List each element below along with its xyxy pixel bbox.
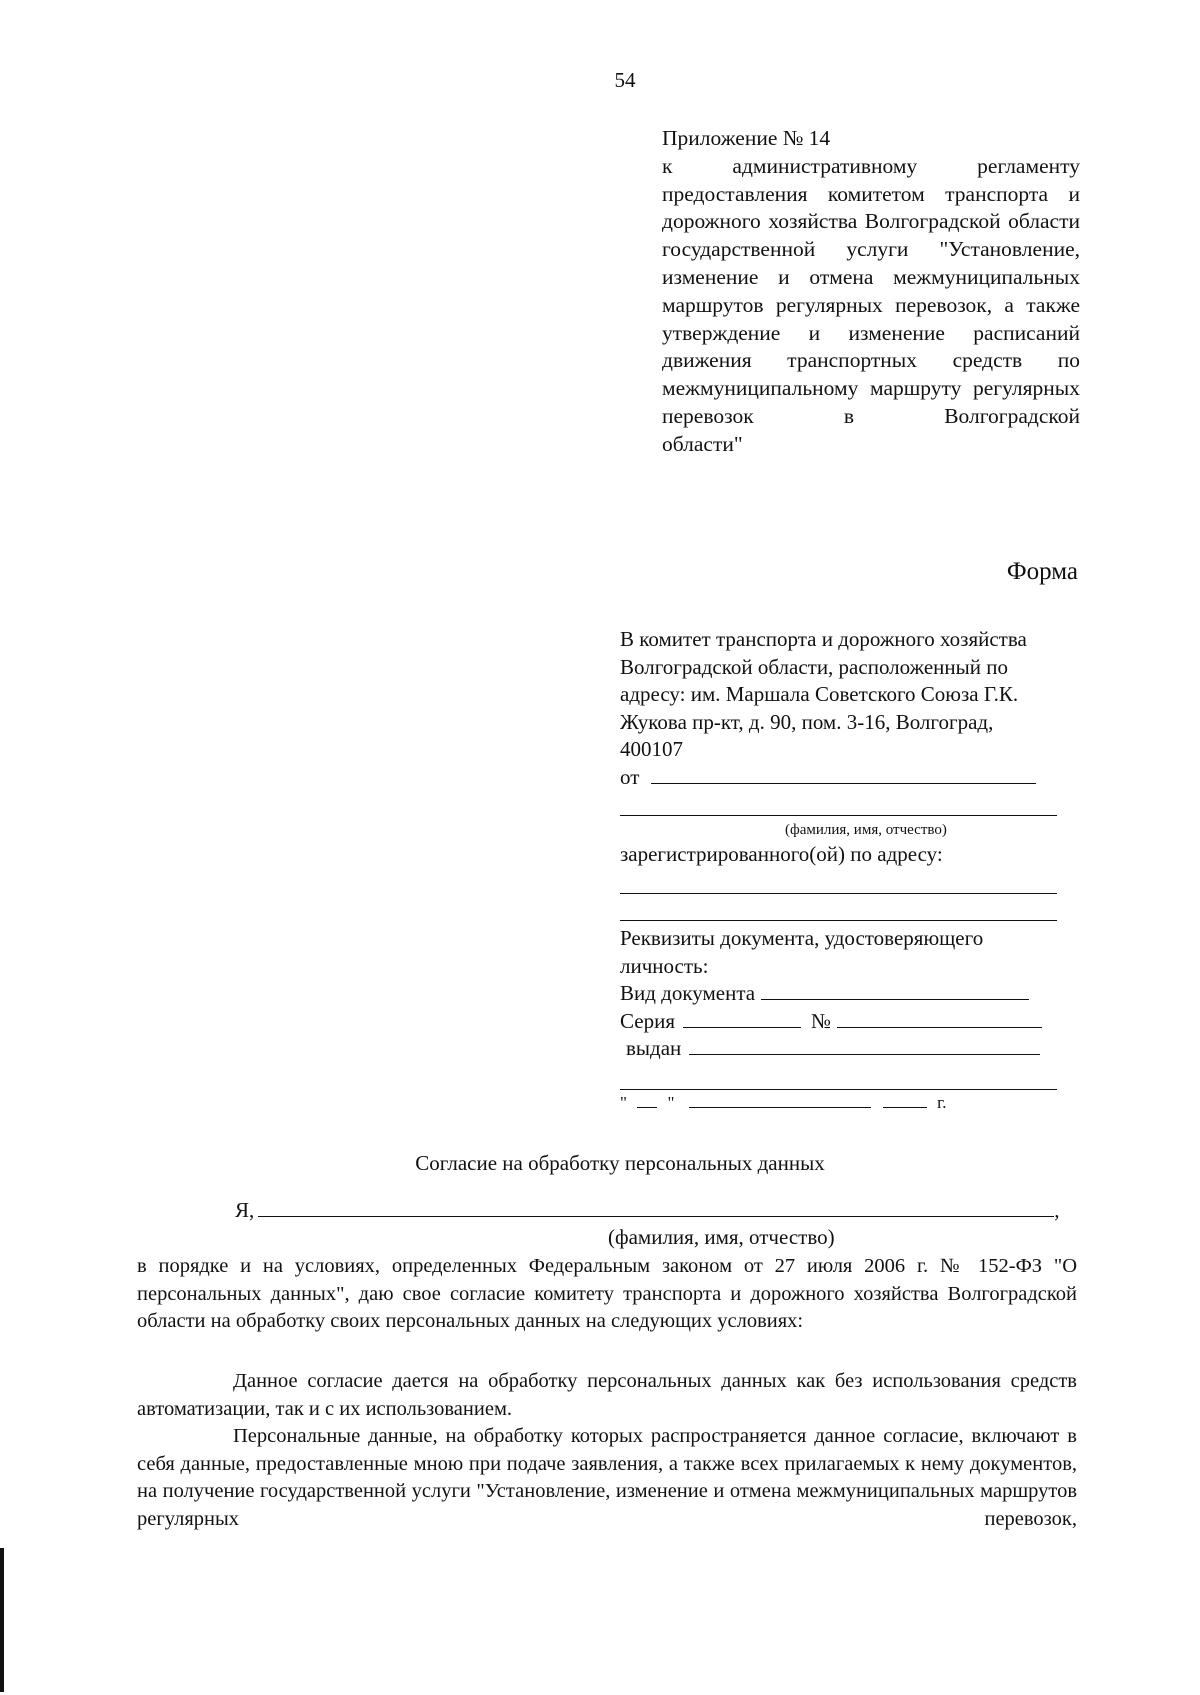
issued-label: выдан <box>626 1036 682 1061</box>
consent-paragraph-3 <box>137 1423 1077 1534</box>
address-field-line-1[interactable] <box>620 893 1057 894</box>
page-number: 54 <box>614 68 636 92</box>
year-suffix: г. <box>937 1093 947 1112</box>
doc-type-field[interactable] <box>761 980 1029 1000</box>
date-quote-open: " <box>620 1093 627 1112</box>
from-name-field-line-2[interactable] <box>620 815 1057 816</box>
form-label: Форма <box>1006 558 1078 585</box>
month-field[interactable] <box>689 1093 871 1108</box>
from-label: от <box>620 764 640 789</box>
appendix-body-end: области" <box>662 431 743 456</box>
from-fio-caption: (фамилия, имя, отчество) <box>785 822 947 838</box>
consent-paragraph-3-text: Персональные данные, на обработку которых распространяется данное согласие, включают в себя данные, предоставленные мною при подаче заявления, а также всех прилагаемых к нему документов, на получение государственной услуги "Установление, изменение и отмена межмуниципальных маршрутов регулярных перевозок, <box>137 1425 1077 1531</box>
registered-address-label: зарегистрированного(ой) по адресу: <box>620 842 943 866</box>
ya-comma: , <box>1054 1198 1060 1222</box>
from-name-field[interactable] <box>651 764 1036 784</box>
addressee-block <box>620 626 1060 792</box>
ya-label: Я, <box>235 1198 255 1222</box>
issued-row <box>620 1035 1060 1063</box>
consent-fio-caption: (фамилия, имя, отчество) <box>608 1225 835 1249</box>
requisites-heading: Реквизиты документа, удостоверяющего личность: <box>620 926 984 978</box>
appendix-body: к административному регламенту предоставления комитетом транспорта и дорожного хозяйства Волгоградской области государственной услуги "Установление, изменение и отмена межмуниципальных маршрутов регулярных перевозок, а также утверждение и изменение расписаний движения транспортных средств по межмуниципальному маршруту регулярных перевозок в Волгоградской <box>662 153 1080 428</box>
series-field[interactable] <box>683 1008 801 1028</box>
consent-name-field[interactable] <box>258 1197 1054 1217</box>
consent-title: Согласие на обработку персональных данных <box>415 1151 825 1175</box>
appendix-title: Приложение № 14 <box>662 126 831 150</box>
year-field[interactable] <box>883 1093 927 1108</box>
consent-name-row <box>235 1197 1060 1223</box>
appendix-header <box>662 125 1080 459</box>
number-field[interactable] <box>837 1008 1042 1028</box>
doc-type-label: Вид документа <box>620 981 756 1006</box>
consent-paragraph-2 <box>137 1368 1077 1423</box>
from-row <box>620 764 1060 792</box>
consent-paragraph-1: в порядке и на условиях, определенных Федеральным законом от 27 июля 2006 г. № 152-ФЗ "О персональных данных", даю свое согласие комитету транспорта и дорожного хозяйства Волгоградской области на обработку своих персональных данных на следующих условиях: <box>137 1255 1077 1333</box>
number-label: № <box>810 1008 832 1033</box>
issued-field[interactable] <box>689 1035 1040 1055</box>
consent-paragraph-2-text: Данное согласие дается на обработку персональных данных как без использования средств автоматизации, так и с их использованием. <box>137 1370 1077 1420</box>
scan-edge-mark <box>0 1548 4 1692</box>
issued-field-line-2[interactable] <box>620 1089 1057 1090</box>
address-field-line-2[interactable] <box>620 920 1057 921</box>
day-field[interactable] <box>637 1093 657 1108</box>
series-number-row <box>620 1008 1060 1036</box>
issue-date-row <box>620 1093 946 1113</box>
date-quote-close: " <box>667 1093 675 1112</box>
doc-type-row <box>620 980 1060 1008</box>
series-label: Серия <box>620 1008 675 1033</box>
addressee-text: В комитет транспорта и дорожного хозяйства Волгоградской области, расположенный по адресу: им. Маршала Советского Союза Г.К. Жукова пр-кт, д. 90, пом. 3-16, Волгоград, 400107 <box>620 627 1027 762</box>
requisites-block <box>620 925 1060 1063</box>
